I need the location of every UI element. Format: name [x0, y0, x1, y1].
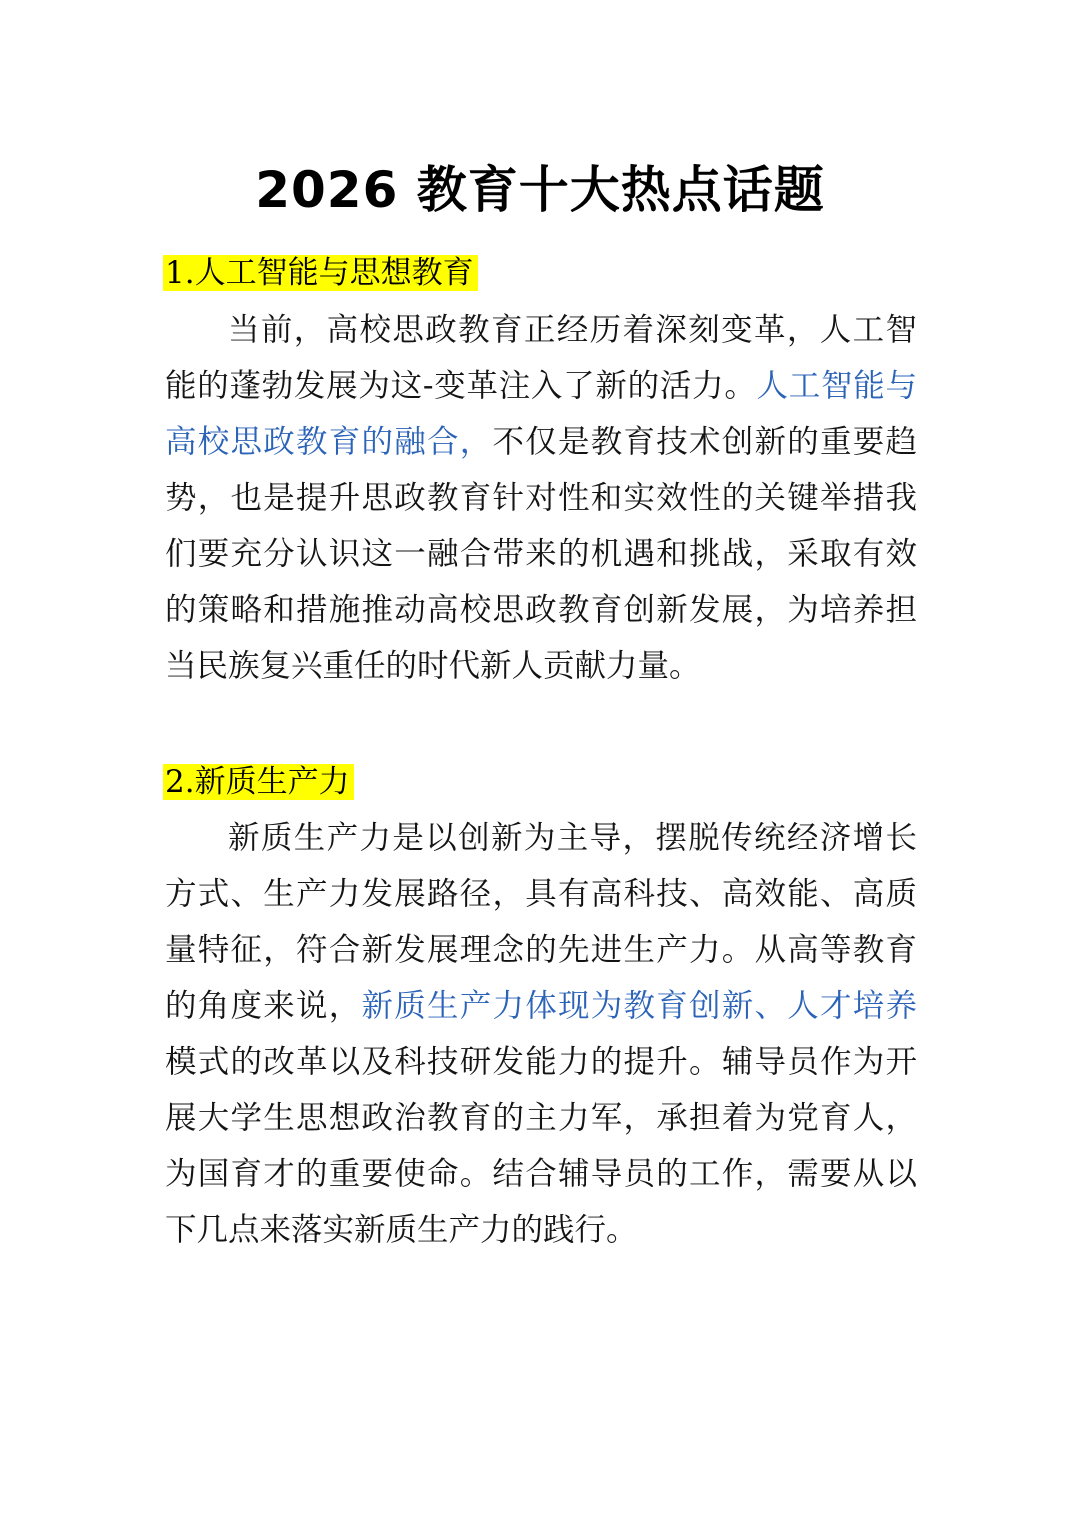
section-paragraph-ai: [165, 302, 917, 694]
paragraph-text: 模式的改革以及科技研发能力的提升。辅导员作为开展大学生思想政治教育的主力军，承担着为党育人，为国育才的重要使命。结合辅导员的工作，需要从以下几点来落实新质生产力的践行。: [165, 1044, 917, 1248]
highlighted-heading-text: 2.新质生产力: [163, 764, 354, 800]
highlighted-heading-text: 1.人工智能与思想教育: [163, 255, 478, 291]
paragraph-text: 新质生产力是以创新为主导，摆脱传统经济增长方式、生产力发展路径，具有高科技、高效能、高质量特征，符合新发展理念的先进生产力。从高等教育的角度来说，: [165, 820, 917, 1024]
emphasized-text: 人工智能与高校思政教育的融合，: [165, 368, 917, 460]
paragraph-text: 不仅是教育技术创新的重要趋势，也是提升思政教育针对性和实效性的关键举措我们要充分认识这一融合带来的机遇和挑战，采取有效的策略和措施推动高校思政教育创新发展，为培养担当民族复兴重任的时代新人贡献力量。: [165, 424, 917, 684]
section-paragraph-new-productivity: [165, 810, 917, 1258]
section-heading-new-productivity: [163, 760, 354, 804]
paragraph-text: 当前，高校思政教育正经历着深刻变革，人工智能的蓬勃发展为这-变革注入了新的活力。: [165, 312, 917, 404]
section-heading-ai: [163, 251, 478, 295]
page-title: 2026 教育十大热点话题: [255, 161, 825, 219]
emphasized-text: 新质生产力体现为教育创新、人才培养: [361, 988, 917, 1024]
